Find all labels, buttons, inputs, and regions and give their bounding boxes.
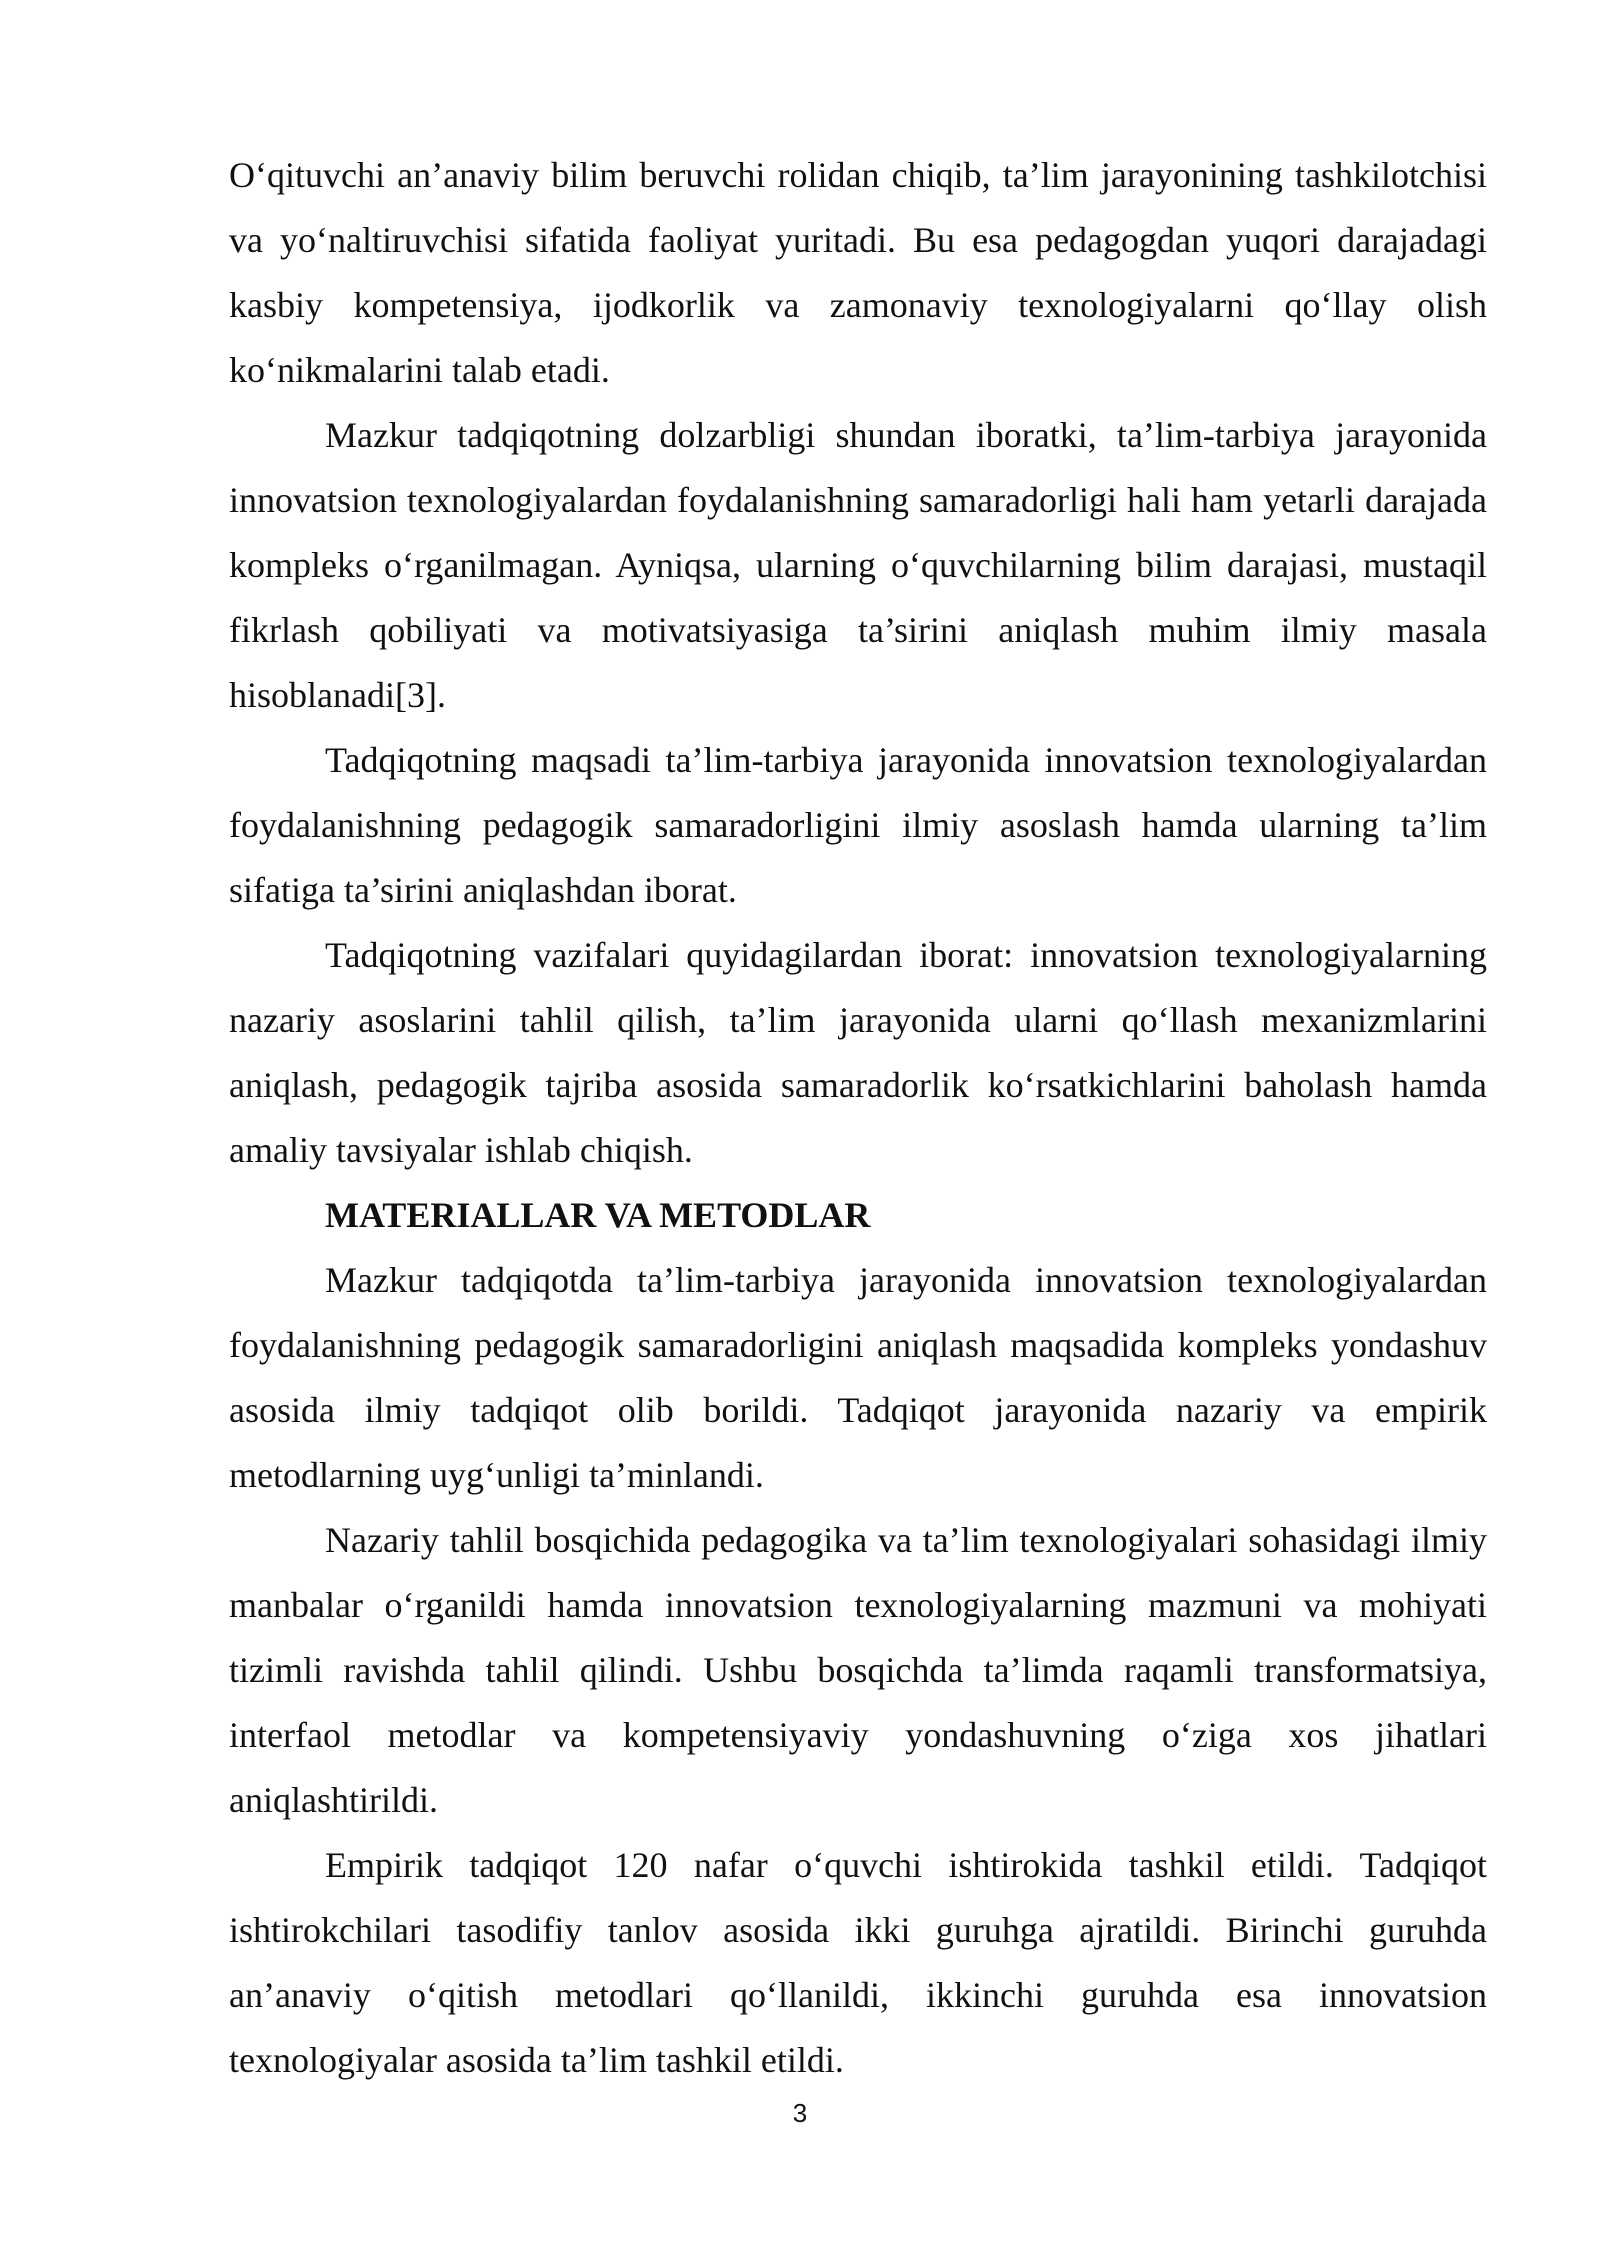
page-number: 3 [792, 2098, 808, 2128]
paragraph-tasks: Tadqiqotning vazifalari quyidagilardan iborat: innovatsion texnologiyalarning nazariy asoslarini tahlil qilish, ta’lim jarayonida ularni qo‘llash mexanizmlarini aniqlash, pedagogik tajriba asosida samaradorlik ko‘rsatkichlarini baholash hamda amaliy tavsiyalar ishlab chiqish. [229, 935, 1487, 1170]
paragraph-empirical-study: Empirik tadqiqot 120 nafar o‘quvchi ishtirokida tashkil etildi. Tadqiqot ishtirokchilari tasodifiy tanlov asosida ikki guruhga ajratildi. Birinchi guruhda an’anaviy o‘qitish metodlari qo‘llanildi, ikkinchi guruhda esa innovatsion texnologiyalar asosida ta’lim tashkil etildi. [229, 1845, 1487, 2080]
paragraph-methods-overview: Mazkur tadqiqotda ta’lim-tarbiya jarayonida innovatsion texnologiyalardan foydalanishning pedagogik samaradorligini aniqlash maqsadida kompleks yondashuv asosida ilmiy tadqiqot olib borildi. Tadqiqot jarayonida nazariy va empirik metodlarning uyg‘unligi ta’minlandi. [229, 1260, 1487, 1495]
page-body [229, 143, 1487, 2093]
paragraph-continuation: O‘qituvchi an’anaviy bilim beruvchi rolidan chiqib, ta’lim jarayonining tashkilotchisi va yo‘naltiruvchisi sifatida faoliyat yuritadi. Bu esa pedagogdan yuqori darajadagi kasbiy kompetensiya, ijodkorlik va zamonaviy texnologiyalarni qo‘llay olish ko‘nikmalarini talab etadi. [229, 155, 1487, 390]
paragraph-aim: Tadqiqotning maqsadi ta’lim-tarbiya jarayonida innovatsion texnologiyalardan foydalanishning pedagogik samaradorligini ilmiy asoslash hamda ularning ta’lim sifatiga ta’sirini aniqlashdan iborat. [229, 740, 1487, 910]
paragraph-theoretical-analysis: Nazariy tahlil bosqichida pedagogika va ta’lim texnologiyalari sohasidagi ilmiy manbalar o‘rganildi hamda innovatsion texnologiyalarning mazmuni va mohiyati tizimli ravishda tahlil qilindi. Ushbu bosqichda ta’limda raqamli transformatsiya, interfaol metodlar va kompetensiyaviy yondashuvning o‘ziga xos jihatlari aniqlashtirildi. [229, 1520, 1487, 1820]
section-heading: MATERIALLAR VA METODLAR [325, 1195, 871, 1235]
paragraph-relevance: Mazkur tadqiqotning dolzarbligi shundan iboratki, ta’lim-tarbiya jarayonida innovatsion texnologiyalardan foydalanishning samaradorligi hali ham yetarli darajada kompleks o‘rganilmagan. Ayniqsa, ularning o‘quvchilarning bilim darajasi, mustaqil fikrlash qobiliyati va motivatsiyasiga ta’sirini aniqlash muhim ilmiy masala hisoblanadi[3]. [229, 415, 1487, 715]
